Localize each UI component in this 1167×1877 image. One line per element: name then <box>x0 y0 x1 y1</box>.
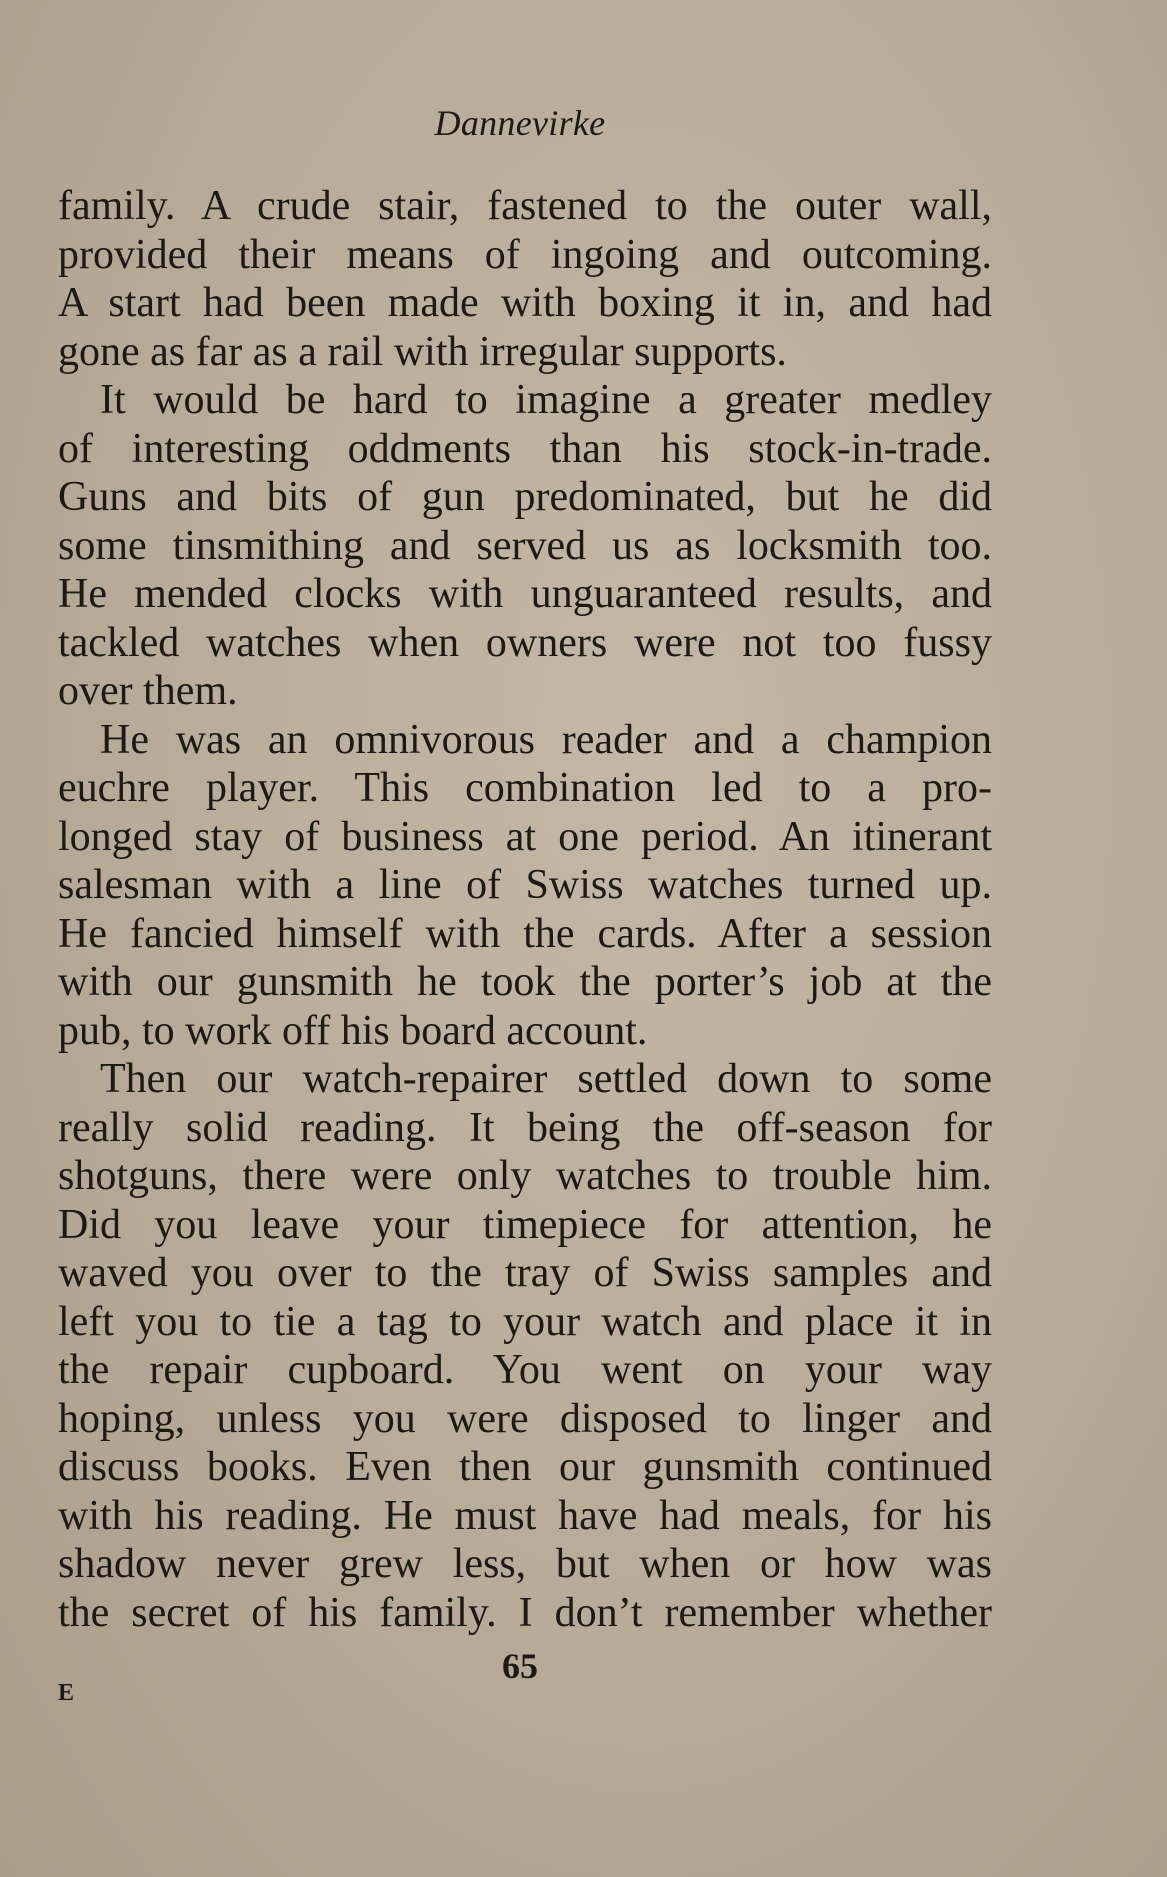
text-line: left you to tie a tag to your watch and place it in <box>58 1298 992 1345</box>
text-line: with our gunsmith he took the porter’s job at the <box>58 959 992 1005</box>
text-line: He was an omnivorous reader and a champion <box>100 716 992 763</box>
text-line: A start had been made with boxing it in, and had <box>58 280 992 326</box>
paragraph <box>58 376 992 716</box>
running-head: Dannevirke <box>434 103 606 143</box>
text-line: shadow never grew less, but when or how was <box>58 1541 992 1587</box>
text-line: waved you over to the tray of Swiss samples and <box>58 1250 992 1296</box>
text-line: over them. <box>58 668 238 714</box>
text-line: He mended clocks with unguaranteed results, and <box>58 571 992 617</box>
paragraph <box>58 1055 992 1637</box>
signature-mark: E <box>58 1680 76 1706</box>
text-line: the repair cupboard. You went on your way <box>58 1347 992 1393</box>
paragraph <box>58 716 992 1056</box>
text-line: pub, to work off his board account. <box>58 1007 648 1054</box>
text-line: longed stay of business at one period. An itinerant <box>58 813 992 860</box>
paragraph <box>58 182 992 376</box>
body-text <box>58 182 992 1637</box>
page-number: 65 <box>502 1646 538 1686</box>
text-line: discuss books. Even then our gunsmith continued <box>58 1444 992 1490</box>
text-line: Guns and bits of gun predominated, but he did <box>58 474 992 520</box>
text-line: gone as far as a rail with irregular supports. <box>58 328 787 375</box>
text-line: family. A crude stair, fastened to the outer wall, <box>58 183 992 229</box>
text-line: He fancied himself with the cards. After a session <box>58 910 992 957</box>
text-line: of interesting oddments than his stock-in-trade. <box>58 425 992 472</box>
text-line: really solid reading. It being the off-season for <box>58 1104 992 1151</box>
text-line: with his reading. He must have had meals, for his <box>58 1492 992 1539</box>
text-line: hoping, unless you were disposed to linger and <box>58 1395 992 1442</box>
text-line: provided their means of ingoing and outcoming. <box>58 231 992 278</box>
text-line: salesman with a line of Swiss watches turned up. <box>58 862 992 908</box>
text-line: tackled watches when owners were not too fussy <box>58 619 992 666</box>
text-line: Then our watch-repairer settled down to some <box>100 1056 992 1102</box>
text-line: shotguns, there were only watches to trouble him. <box>58 1153 992 1199</box>
text-line: Did you leave your timepiece for attention, he <box>58 1201 992 1248</box>
text-line: euchre player. This combination led to a pro- <box>58 765 992 811</box>
text-line: some tinsmithing and served us as locksmith too. <box>58 522 992 569</box>
text-line: the secret of his family. I don’t remember whether <box>58 1589 992 1636</box>
text-line: It would be hard to imagine a greater medley <box>100 377 992 423</box>
